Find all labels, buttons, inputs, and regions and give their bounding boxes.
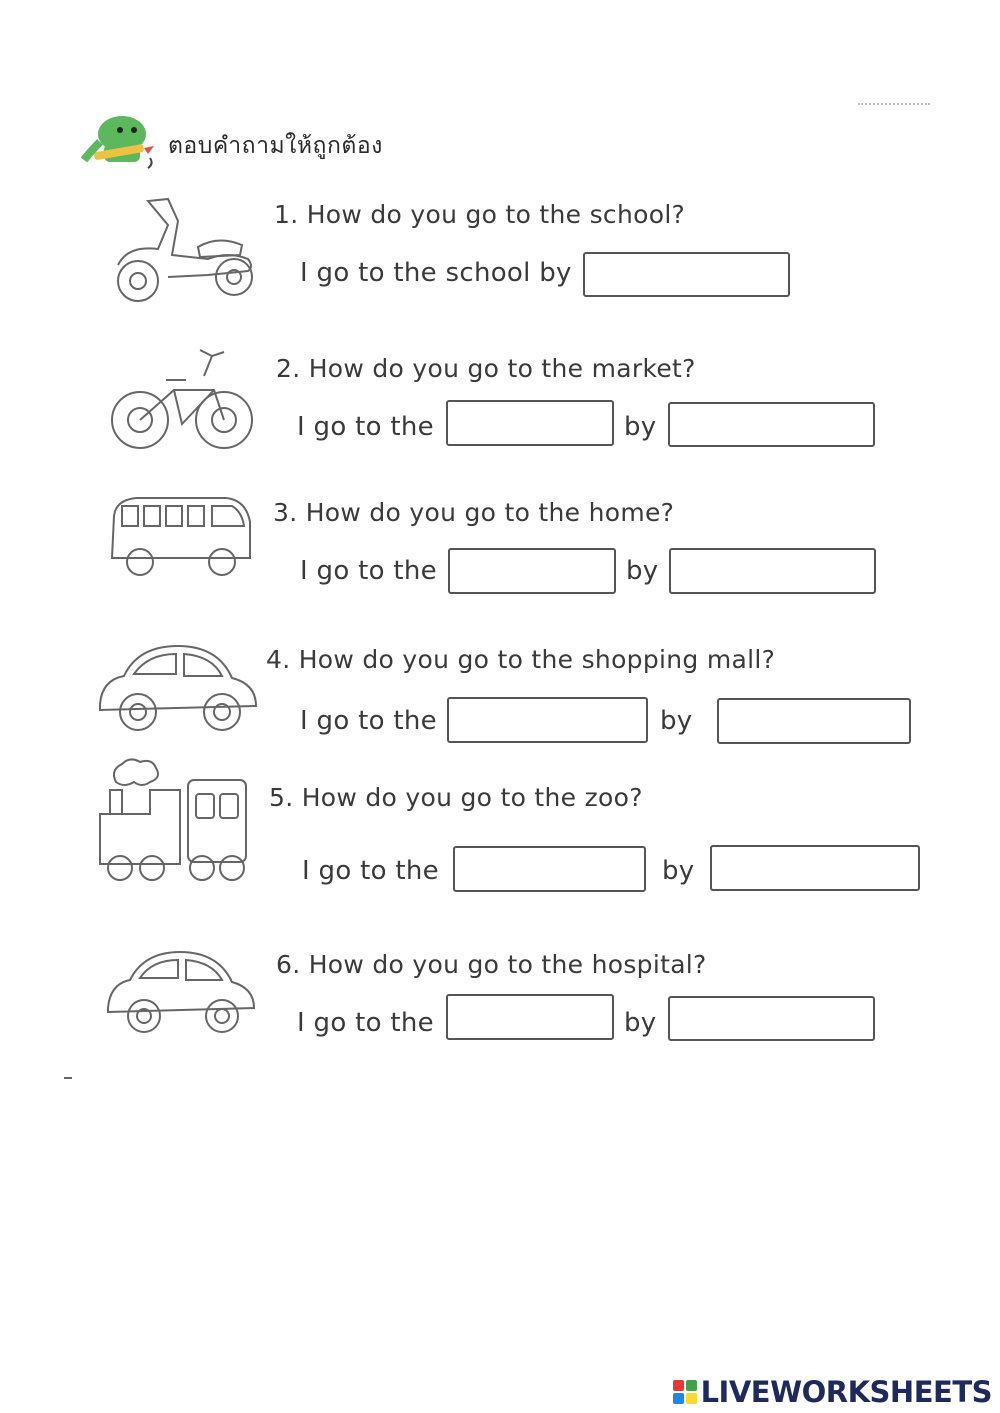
answer-4-prefix: I go to the	[300, 706, 437, 736]
answer-6-place-box[interactable]	[446, 994, 614, 1040]
answer-4-by: by	[660, 706, 693, 736]
answer-3-by: by	[626, 556, 659, 586]
scooter-icon	[108, 195, 260, 307]
answer-5-place-box[interactable]	[453, 846, 646, 892]
car-icon	[102, 946, 258, 1040]
answer-3-place-box[interactable]	[448, 548, 616, 594]
logo-text: LIVEWORKSHEETS	[700, 1375, 992, 1409]
answer-5-prefix: I go to the	[302, 856, 439, 886]
answer-2-by: by	[624, 412, 657, 442]
answer-4-vehicle-box[interactable]	[717, 698, 911, 744]
answer-5-vehicle-box[interactable]	[710, 845, 920, 891]
answer-2-prefix: I go to the	[297, 412, 434, 442]
answer-2-vehicle-box[interactable]	[668, 402, 875, 447]
liveworksheets-logo	[673, 1375, 992, 1409]
answer-1-prefix: I go to the school by	[300, 258, 572, 288]
question-5: 5. How do you go to the zoo?	[269, 783, 643, 812]
answer-1-vehicle-box[interactable]	[583, 252, 790, 297]
mascot-icon	[80, 108, 160, 176]
worksheet-title: ตอบคำถามให้ถูกต้อง	[168, 133, 383, 159]
question-3: 3. How do you go to the home?	[273, 498, 675, 527]
bicycle-icon	[104, 346, 258, 452]
question-6: 6. How do you go to the hospital?	[276, 950, 707, 979]
stray-mark	[64, 1077, 72, 1079]
car-icon	[94, 640, 260, 738]
answer-2-place-box[interactable]	[446, 400, 614, 446]
question-2: 2. How do you go to the market?	[276, 354, 696, 383]
logo-grid-icon	[673, 1380, 697, 1404]
question-4: 4. How do you go to the shopping mall?	[266, 645, 776, 674]
answer-4-place-box[interactable]	[447, 697, 648, 743]
answer-6-vehicle-box[interactable]	[668, 996, 875, 1041]
answer-5-by: by	[662, 856, 695, 886]
question-1: 1. How do you go to the school?	[274, 200, 686, 229]
answer-6-by: by	[624, 1008, 657, 1038]
train-icon	[90, 754, 252, 888]
answer-3-vehicle-box[interactable]	[669, 548, 876, 594]
decorative-line	[858, 103, 930, 109]
answer-3-prefix: I go to the	[300, 556, 437, 586]
answer-6-prefix: I go to the	[297, 1008, 434, 1038]
van-icon	[106, 492, 254, 582]
